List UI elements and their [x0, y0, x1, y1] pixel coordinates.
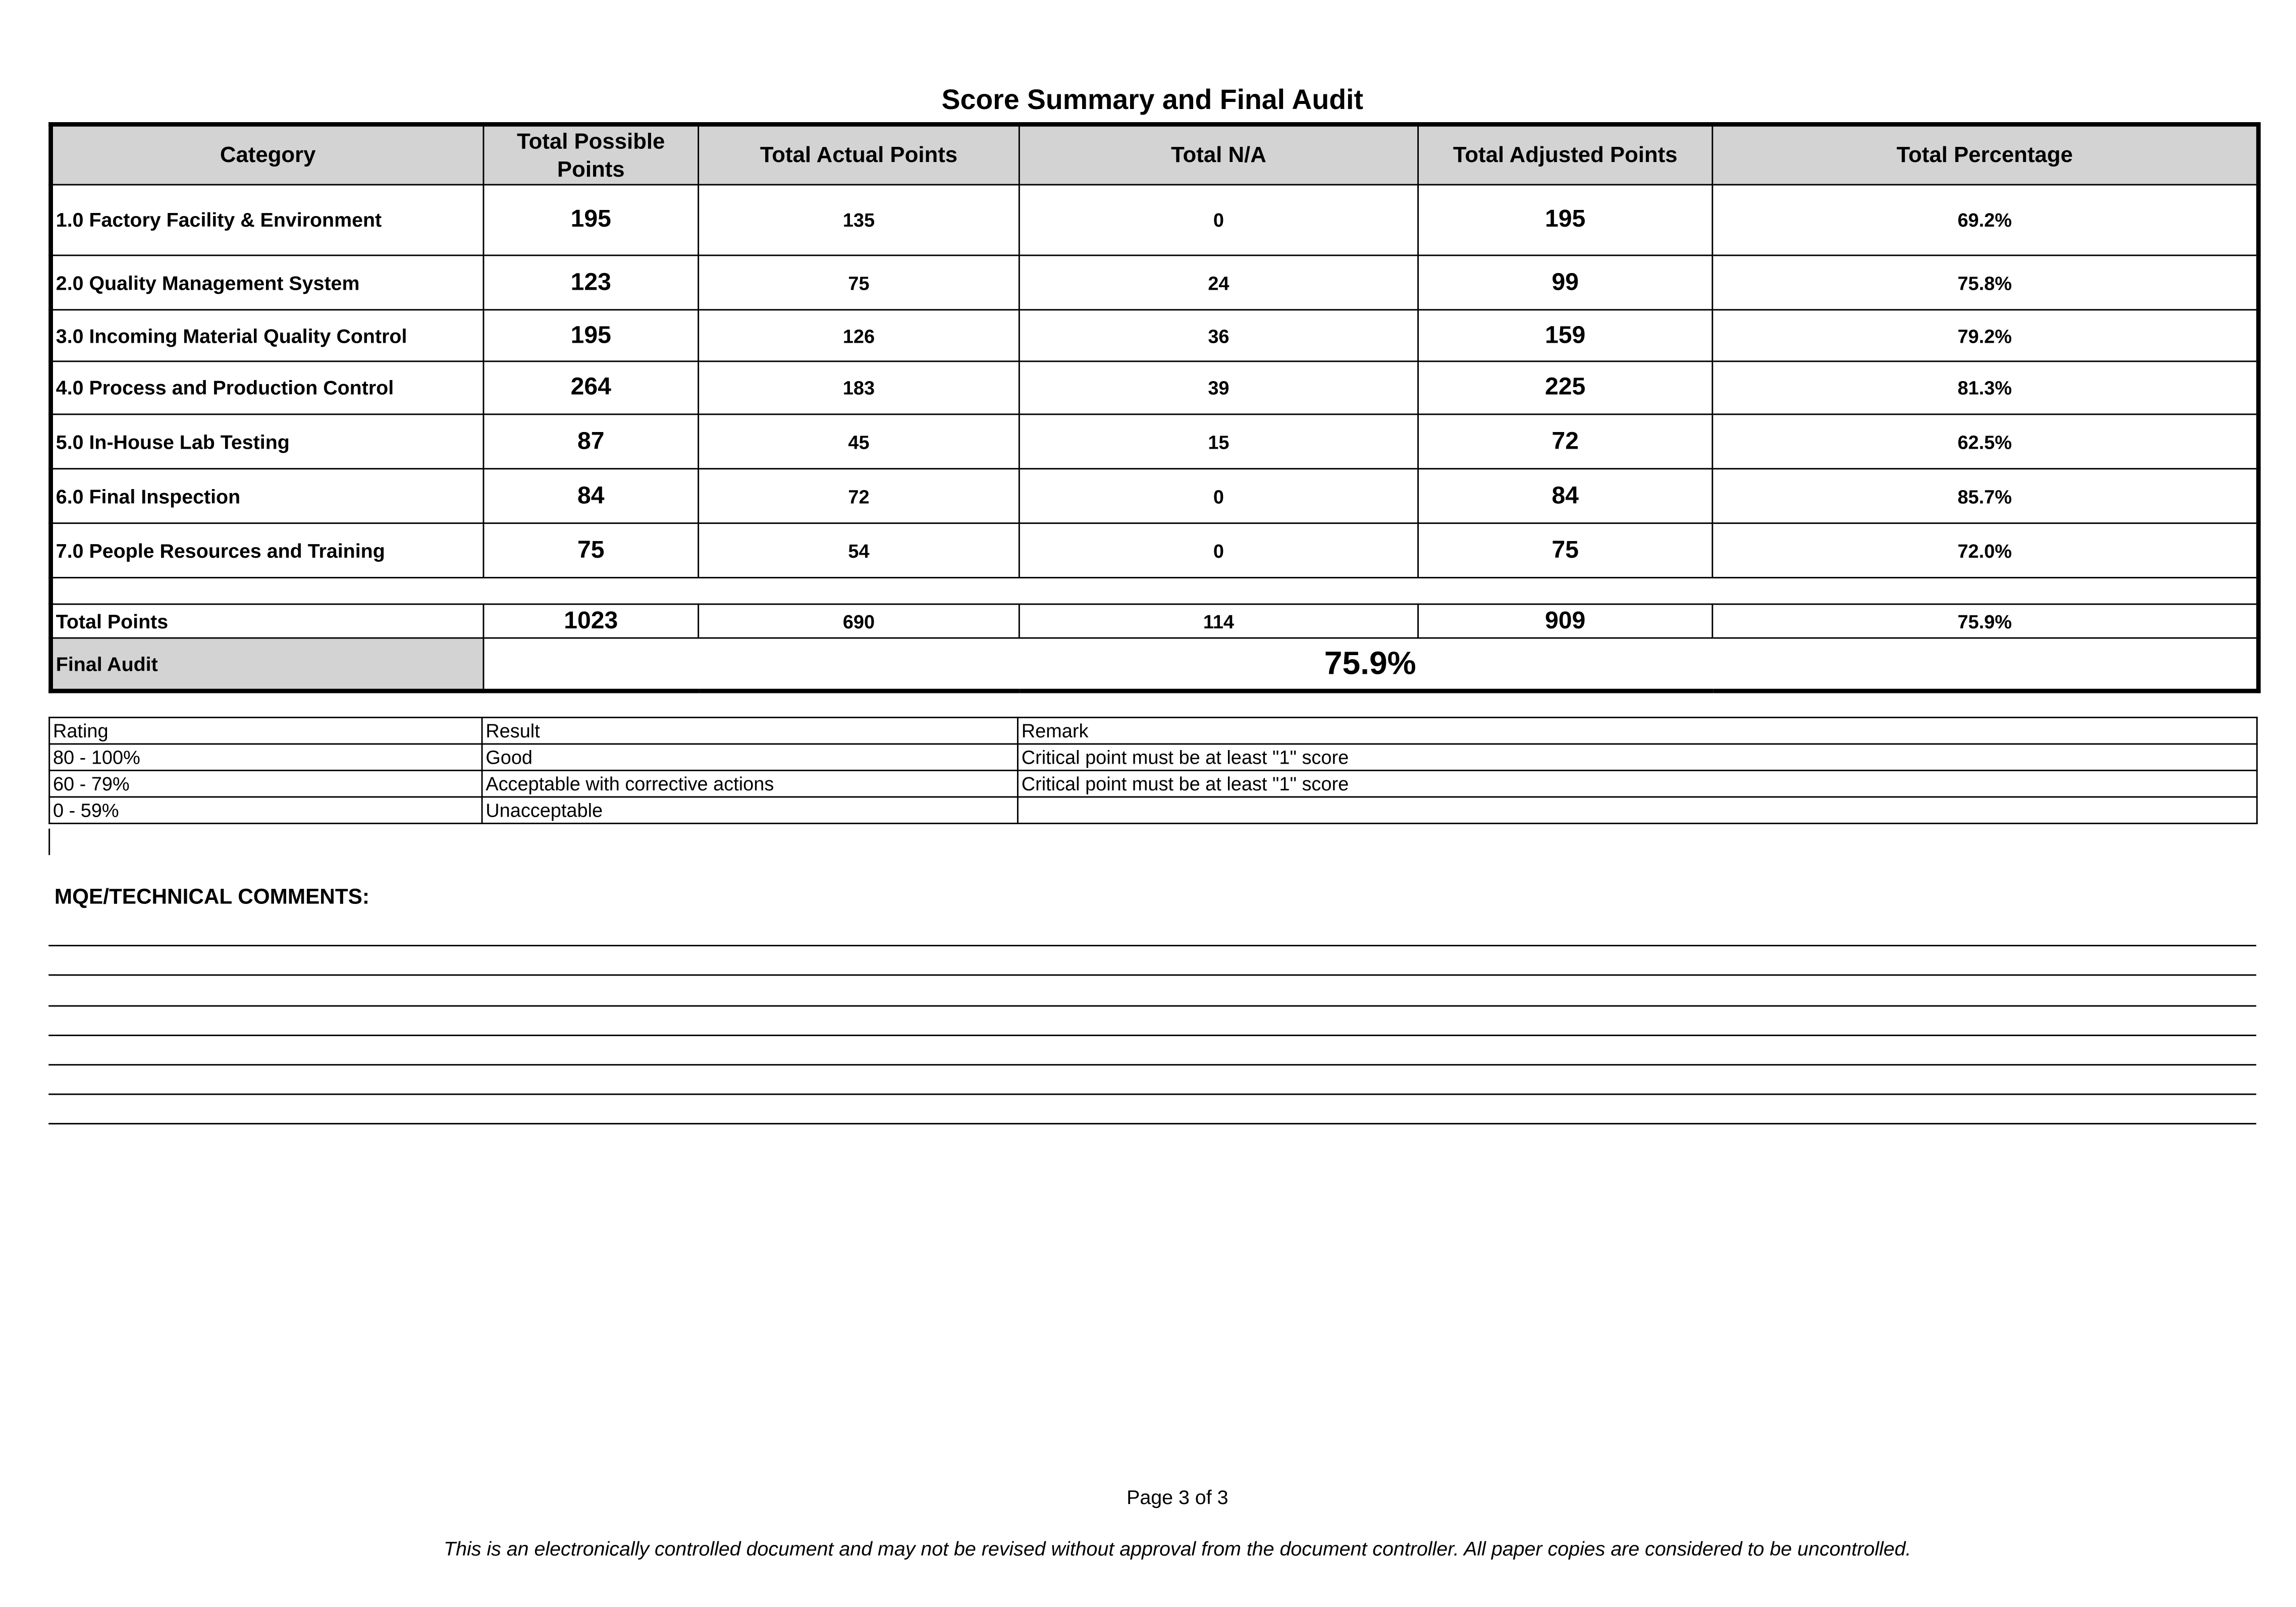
category-cell: 5.0 In-House Lab Testing	[51, 414, 484, 469]
rating-range: 60 - 79%	[49, 771, 482, 797]
comments-label: MQE/TECHNICAL COMMENTS:	[54, 886, 369, 910]
total-row	[51, 604, 2259, 638]
actual-cell: 75	[699, 255, 1020, 310]
rating-result: Good	[482, 744, 1018, 770]
percentage-cell: 72.0%	[1713, 523, 2259, 578]
header-percentage: Total Percentage	[1713, 124, 2259, 185]
header-na: Total N/A	[1019, 124, 1418, 185]
rating-header: Rating	[49, 718, 482, 744]
result-header: Result	[482, 718, 1018, 744]
header-possible: Total Possible Points	[484, 124, 699, 185]
category-cell: 7.0 People Resources and Training	[51, 523, 484, 578]
adjusted-cell: 99	[1418, 255, 1713, 310]
actual-cell: 72	[699, 469, 1020, 523]
table-row	[51, 361, 2259, 414]
comment-line	[48, 1123, 2256, 1125]
footer-disclaimer: This is an electronically controlled document and may not be revised without approval from the document controller. All paper copies are considered to be uncontrolled.	[444, 1538, 1911, 1560]
actual-cell: 126	[699, 310, 1020, 361]
table-row	[51, 523, 2259, 578]
na-cell: 36	[1019, 310, 1418, 361]
category-cell: 1.0 Factory Facility & Environment	[51, 185, 484, 255]
na-cell: 15	[1019, 414, 1418, 469]
total-na: 114	[1019, 604, 1418, 638]
table-row	[51, 185, 2259, 255]
spacer-row	[51, 578, 2259, 604]
comment-line	[48, 945, 2256, 947]
category-cell: 2.0 Quality Management System	[51, 255, 484, 310]
table-row	[51, 469, 2259, 523]
percentage-cell: 85.7%	[1713, 469, 2259, 523]
comment-line	[48, 1064, 2256, 1066]
possible-cell: 195	[484, 185, 699, 255]
adjusted-cell: 75	[1418, 523, 1713, 578]
rating-header-row	[49, 718, 2257, 744]
percentage-cell: 69.2%	[1713, 185, 2259, 255]
category-cell: 4.0 Process and Production Control	[51, 361, 484, 414]
possible-cell: 87	[484, 414, 699, 469]
rating-range: 0 - 59%	[49, 797, 482, 823]
na-cell: 0	[1019, 523, 1418, 578]
comment-line	[48, 1005, 2256, 1007]
rating-row	[49, 744, 2257, 770]
total-adjusted: 909	[1418, 604, 1713, 638]
actual-cell: 135	[699, 185, 1020, 255]
total-label: Total Points	[51, 604, 484, 638]
total-possible: 1023	[484, 604, 699, 638]
page-title: Score Summary and Final Audit	[941, 85, 1363, 117]
rating-remark: Critical point must be at least "1" score	[1018, 744, 2257, 770]
rating-legend-table	[48, 717, 2258, 824]
divider	[48, 829, 50, 855]
rating-row	[49, 771, 2257, 797]
header-category: Category	[51, 124, 484, 185]
na-cell: 0	[1019, 469, 1418, 523]
adjusted-cell: 195	[1418, 185, 1713, 255]
possible-cell: 75	[484, 523, 699, 578]
na-cell: 39	[1019, 361, 1418, 414]
table-header-row	[51, 124, 2259, 185]
table-row	[51, 255, 2259, 310]
possible-cell: 195	[484, 310, 699, 361]
adjusted-cell: 84	[1418, 469, 1713, 523]
possible-cell: 84	[484, 469, 699, 523]
total-actual: 690	[699, 604, 1020, 638]
actual-cell: 54	[699, 523, 1020, 578]
category-cell: 6.0 Final Inspection	[51, 469, 484, 523]
remark-header: Remark	[1018, 718, 2257, 744]
final-audit-row	[51, 638, 2259, 691]
na-cell: 0	[1019, 185, 1418, 255]
table-row	[51, 414, 2259, 469]
percentage-cell: 62.5%	[1713, 414, 2259, 469]
possible-cell: 123	[484, 255, 699, 310]
adjusted-cell: 159	[1418, 310, 1713, 361]
category-cell: 3.0 Incoming Material Quality Control	[51, 310, 484, 361]
header-actual: Total Actual Points	[699, 124, 1020, 185]
score-summary-table	[48, 122, 2261, 693]
header-adjusted: Total Adjusted Points	[1418, 124, 1713, 185]
percentage-cell: 79.2%	[1713, 310, 2259, 361]
total-percentage: 75.9%	[1713, 604, 2259, 638]
comment-line	[48, 1094, 2256, 1096]
possible-cell: 264	[484, 361, 699, 414]
table-row	[51, 310, 2259, 361]
comment-line	[48, 974, 2256, 976]
actual-cell: 45	[699, 414, 1020, 469]
percentage-cell: 81.3%	[1713, 361, 2259, 414]
percentage-cell: 75.8%	[1713, 255, 2259, 310]
rating-remark	[1018, 797, 2257, 823]
page-number: Page 3 of 3	[1127, 1486, 1229, 1509]
comment-line	[48, 1035, 2256, 1037]
adjusted-cell: 72	[1418, 414, 1713, 469]
final-audit-value: 75.9%	[484, 638, 2259, 691]
rating-result: Acceptable with corrective actions	[482, 771, 1018, 797]
na-cell: 24	[1019, 255, 1418, 310]
final-audit-label: Final Audit	[51, 638, 484, 691]
rating-result: Unacceptable	[482, 797, 1018, 823]
rating-range: 80 - 100%	[49, 744, 482, 770]
rating-row	[49, 797, 2257, 823]
adjusted-cell: 225	[1418, 361, 1713, 414]
actual-cell: 183	[699, 361, 1020, 414]
rating-remark: Critical point must be at least "1" score	[1018, 771, 2257, 797]
